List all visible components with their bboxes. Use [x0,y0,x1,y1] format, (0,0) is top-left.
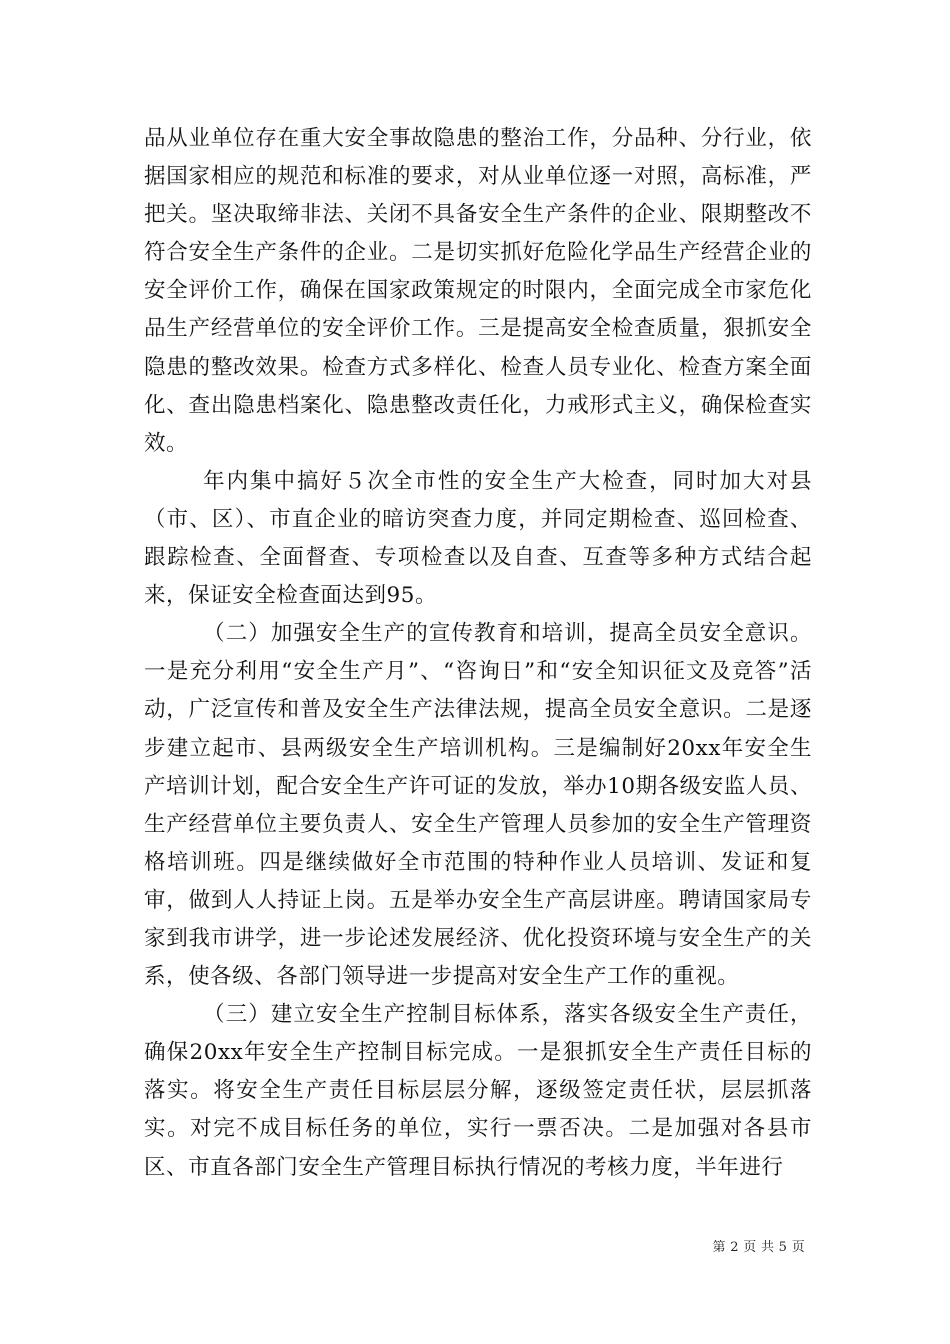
paragraph-3: （二）加强安全生产的宣传教育和培训，提高全员安全意识。一是充分利用“安全生产月”、“咨询日”和“安全知识征文及竞答”活动，广泛宣传和普及安全生产法律法规，提高全员安全意识。二是逐步建立起市、县两级安全生产培训机构。三是编制好20xx年安全生产培训计划，配合安全生产许可证的发放，举办10期各级安监人员、生产经营单位主要负责人、安全生产管理人员参加的安全生产管理资格培训班。四是继续做好全市范围的特种作业人员培训、发证和复审，做到人人持证上岗。五是举办安全生产高层讲座。聘请国家局专家到我市讲学，进一步论述发展经济、优化投资环境与安全生产的关系，使各级、各部门领导进一步提高对安全生产工作的重视。 [144,621,812,990]
paragraph-1: 品从业单位存在重大安全事故隐患的整治工作，分品种、分行业，依据国家相应的规范和标准的要求，对从业单位逐一对照，高标准，严把关。坚决取缔非法、关闭不具备安全生产条件的企业、限期整改不符合安全生产条件的企业。二是切实抓好危险化学品生产经营企业的安全评价工作，确保在国家政策规定的时限内，全面完成全市家危化品生产经营单位的安全评价工作。三是提高安全检查质量，狠抓安全隐患的整改效果。检查方式多样化、检查人员专业化、检查方案全面化、查出隐患档案化、隐患整改责任化，力戒形式主义，确保检查实效。 [144,126,812,456]
document-body [144,120,812,1187]
page-number: 第 2 页 共 5 页 [712,1240,805,1255]
paragraph-4: （三）建立安全生产控制目标体系，落实各级安全生产责任，确保20xx年安全生产控制目标完成。一是狠抓安全生产责任目标的落实。将安全生产责任目标层层分解，逐级签定责任状，层层抓落实。对完不成目标任务的单位，实行一票否决。二是加强对各县市区、市直各部门安全生产管理目标执行情况的考核力度，半年进行 [144,1002,812,1180]
paragraph-2: 年内集中搞好５次全市性的安全生产大检查，同时加大对县（市、区）、市直企业的暗访突查力度，并同定期检查、巡回检查、跟踪检查、全面督查、专项检查以及自查、互查等多种方式结合起来，保证安全检查面达到95。 [144,468,812,609]
